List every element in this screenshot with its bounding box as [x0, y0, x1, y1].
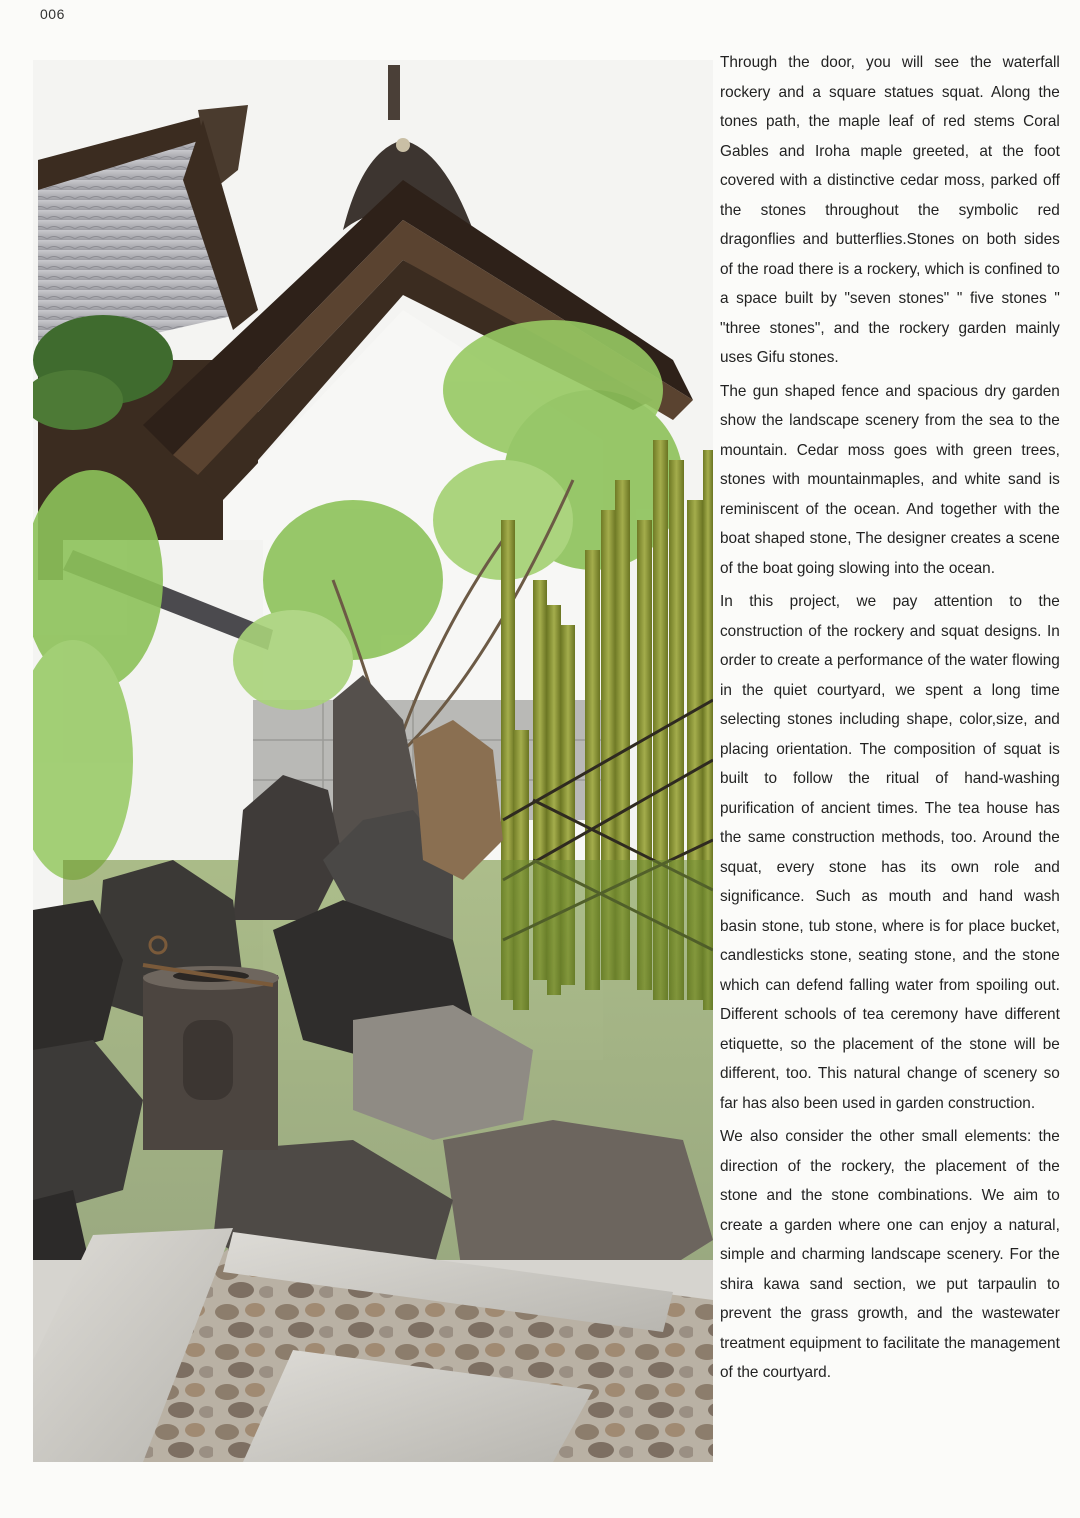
paragraph-4: We also consider the other small elements: the direction of the rockery, the placement of the stone and the stone combinations. We aim to create a garden where one can enjoy a natural, simple and charming landscape scenery. For the shira kawa sand section, we put tarpaulin to prevent the grass growth, and the wastewater treatment equipment to facilitate the management of the courtyard.: [720, 1128, 1060, 1381]
japanese-garden-photo: [33, 60, 713, 1462]
garden-illustration: [33, 60, 713, 1462]
paragraph-3: In this project, we pay attention to the construction of the rockery and squat designs. In order to create a performance of the water flowing in the quiet courtyard, we spent a long time selecting stones including shape, color,size, and placing orientation. The composition of squat is built to follow the ritual of hand-washing purification of ancient times. The tea house has the same construction methods, too. Around the squat, every stone has its own role and significance. Such as mouth and hand wash basin stone, tub stone, where is for place bucket, candlesticks stone, seating stone, and the stone which can defend falling water from spoiling out. Different schools of tea ceremony have different etiquette, so the placement of the stone will be different, too. This natural change of scenery so far has also been used in garden construction.: [720, 593, 1060, 1112]
paragraph-2: The gun shaped fence and spacious dry garden show the landscape scenery from the sea to the mountain. Cedar moss goes with green trees, stones with mountainmaples, and white sand is reminiscent of the ocean. And together with the boat shaped stone, The designer creates a scene of the boat going slowing into the ocean.: [720, 382, 1060, 577]
page-number: 006: [40, 6, 65, 22]
article-text: [720, 48, 1060, 1392]
paragraph-1: Through the door, you will see the waterfall rockery and a square statues squat. Along the tones path, the maple leaf of red stems Coral Gables and Iroha maple greeted, at the foot covered with a distinctive cedar moss, parked off the stones throughout the symbolic red dragonflies and butterflies.Stones on both sides of the road there is a rockery, which is confined to a space built by "seven stones" " five stones " "three stones", and the rockery garden mainly uses Gifu stones.: [720, 54, 1060, 366]
